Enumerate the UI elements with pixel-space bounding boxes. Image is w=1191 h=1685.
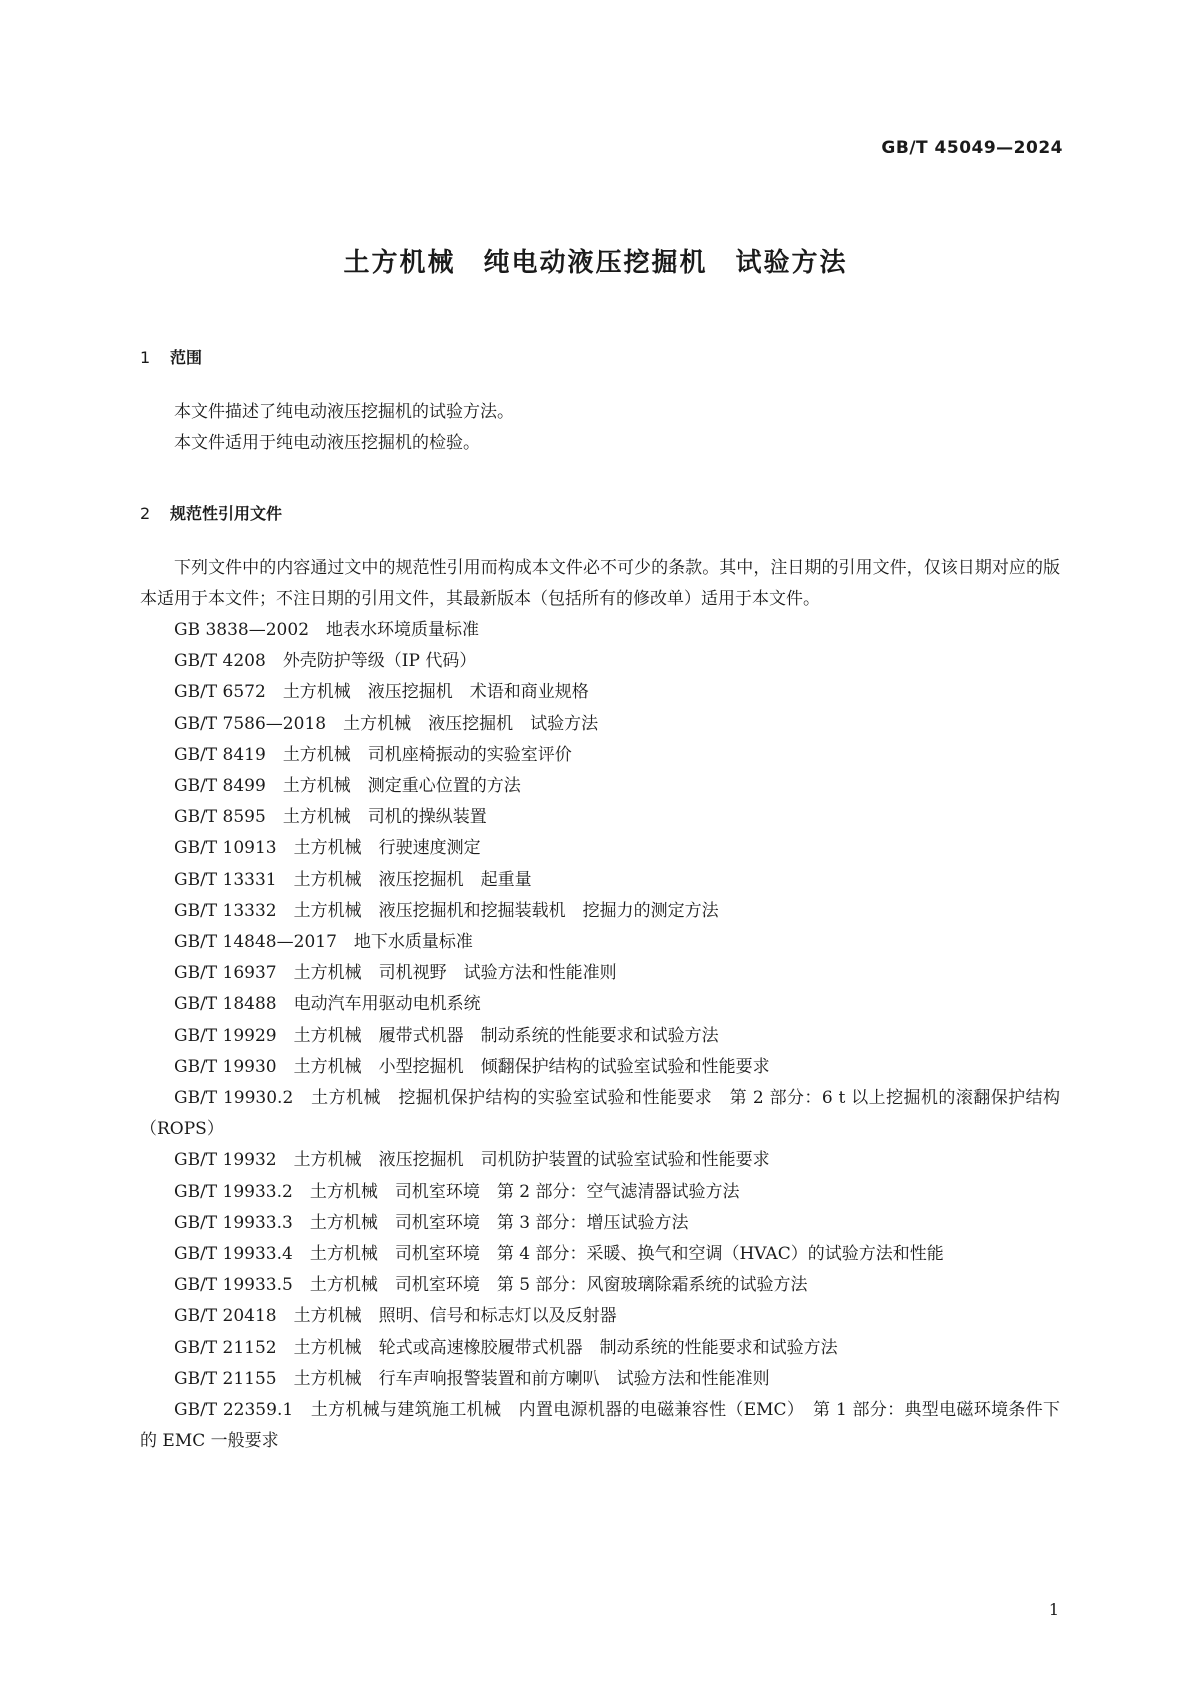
scope-paragraph: 本文件描述了纯电动液压挖掘机的试验方法。 [174, 402, 514, 422]
reference-title: 土方机械 照明、信号和标志灯以及反射器 [293, 1306, 617, 1327]
reference-item [140, 677, 1060, 708]
reference-code: GB/T 14848—2017 [174, 932, 337, 953]
reference-title: 土方机械 小型挖掘机 倾翻保护结构的试验室试验和性能要求 [293, 1056, 770, 1077]
reference-code: GB/T 21152 [174, 1337, 277, 1358]
reference-code: GB/T 22359.1 [174, 1400, 294, 1421]
reference-item [140, 1021, 1060, 1052]
reference-code: GB/T 13331 [174, 869, 277, 890]
reference-title: 土方机械 轮式或高速橡胶履带式机器 制动系统的性能要求和试验方法 [293, 1337, 838, 1358]
reference-item [140, 771, 1060, 802]
reference-item [140, 958, 1060, 989]
reference-item [140, 709, 1060, 740]
reference-title: 土方机械 液压挖掘机 司机防护装置的试验室试验和性能要求 [293, 1150, 770, 1171]
reference-code: GB/T 19932 [174, 1150, 277, 1171]
reference-item [140, 833, 1060, 864]
document-body [140, 343, 1060, 1457]
reference-code: GB/T 19933.5 [174, 1275, 293, 1296]
reference-title: 土方机械 行车声响报警装置和前方喇叭 试验方法和性能准则 [293, 1368, 770, 1389]
reference-item [140, 1270, 1060, 1301]
reference-title: 土方机械 司机室环境 第 5 部分：风窗玻璃除霜系统的试验方法 [309, 1275, 808, 1296]
reference-code: GB/T 19930 [174, 1056, 277, 1077]
reference-code: GB/T 19930.2 [174, 1088, 294, 1109]
reference-code: GB 3838—2002 [174, 620, 310, 640]
reference-title: 土方机械 司机室环境 第 3 部分：增压试验方法 [309, 1212, 689, 1233]
reference-item [140, 896, 1060, 927]
reference-title: 土方机械 液压挖掘机 试验方法 [343, 713, 599, 734]
reference-title: 土方机械 司机室环境 第 2 部分：空气滤清器试验方法 [309, 1181, 740, 1202]
reference-item [140, 1177, 1060, 1208]
reference-item [140, 1364, 1060, 1395]
reference-list [140, 615, 1060, 1457]
reference-item [140, 1208, 1060, 1239]
reference-item [140, 989, 1060, 1020]
reference-item [140, 646, 1060, 677]
reference-code: GB/T 4208 [174, 651, 266, 672]
reference-code: GB/T 20418 [174, 1306, 277, 1327]
reference-item [140, 1333, 1060, 1364]
reference-item [140, 865, 1060, 896]
reference-title: 土方机械 司机的操纵装置 [282, 807, 487, 828]
section-title: 范围 [170, 348, 203, 367]
reference-code: GB/T 19929 [174, 1025, 277, 1046]
reference-title: 土方机械 司机视野 试验方法和性能准则 [293, 963, 617, 984]
reference-code: GB/T 19933.3 [174, 1212, 293, 1233]
reference-title: 土方机械 司机室环境 第 4 部分：采暖、换气和空调（HVAC）的试验方法和性能 [309, 1244, 944, 1265]
reference-item [140, 1052, 1060, 1083]
reference-title: 土方机械 测定重心位置的方法 [282, 776, 521, 797]
section-title: 规范性引用文件 [170, 504, 283, 523]
reference-code: GB/T 8595 [174, 807, 266, 828]
reference-code: GB/T 13332 [174, 900, 277, 921]
references-intro: 下列文件中的内容通过文中的规范性引用而构成本文件必不可少的条款。其中，注日期的引用文件，仅该日期对应的版本适用于本文件；不注日期的引用文件，其最新版本（包括所有的修改单）适用于本文件。 [140, 558, 1060, 609]
reference-title: 地下水质量标准 [353, 932, 473, 953]
reference-title: 土方机械 行驶速度测定 [293, 838, 481, 859]
reference-title: 外壳防护等级（IP 代码） [282, 651, 477, 672]
reference-code: GB/T 7586—2018 [174, 713, 327, 734]
reference-item [140, 927, 1060, 958]
reference-title: 地表水环境质量标准 [326, 620, 480, 640]
reference-item [140, 1239, 1060, 1270]
scope-paragraph: 本文件适用于纯电动液压挖掘机的检验。 [174, 433, 480, 453]
reference-code: GB/T 10913 [174, 838, 277, 859]
reference-code: GB/T 19933.2 [174, 1181, 293, 1202]
reference-item [140, 1083, 1060, 1145]
reference-title: 土方机械 液压挖掘机 术语和商业规格 [282, 682, 589, 703]
reference-title: 土方机械 液压挖掘机 起重量 [293, 869, 532, 890]
reference-item [140, 802, 1060, 833]
reference-code: GB/T 8419 [174, 744, 266, 765]
reference-item [140, 1395, 1060, 1457]
reference-code: GB/T 8499 [174, 776, 266, 797]
reference-title: 土方机械 司机座椅振动的实验室评价 [282, 744, 572, 765]
reference-item [140, 1301, 1060, 1332]
section-number: 2 [140, 504, 151, 523]
reference-code: GB/T 6572 [174, 682, 266, 703]
reference-title: 土方机械 液压挖掘机和挖掘装载机 挖掘力的测定方法 [293, 900, 719, 921]
reference-item [140, 615, 1060, 646]
reference-title: 土方机械 履带式机器 制动系统的性能要求和试验方法 [293, 1025, 719, 1046]
section-number: 1 [140, 348, 151, 367]
page-number: 1 [1048, 1600, 1059, 1619]
document-title: 土方机械 纯电动液压挖掘机 试验方法 [343, 248, 848, 278]
reference-title: 电动汽车用驱动电机系统 [293, 994, 481, 1015]
reference-item [140, 740, 1060, 771]
reference-code: GB/T 21155 [174, 1368, 277, 1389]
section-heading-scope [140, 343, 1060, 373]
reference-item [140, 1145, 1060, 1176]
reference-title: 土方机械 挖掘机保护结构的实验室试验和性能要求 第 2 部分：6 t 以上挖掘机的滚翻保护结构（ROPS） [140, 1088, 1061, 1140]
reference-title: 土方机械与建筑施工机械 内置电源机器的电磁兼容性（EMC） 第 1 部分：典型电磁环境条件下的 EMC 一般要求 [140, 1400, 1061, 1452]
reference-code: GB/T 16937 [174, 963, 277, 984]
reference-code: GB/T 18488 [174, 994, 277, 1015]
section-heading-normative-references [140, 499, 1060, 529]
reference-code: GB/T 19933.4 [174, 1244, 293, 1265]
standard-number: GB/T 45049—2024 [881, 138, 1063, 158]
